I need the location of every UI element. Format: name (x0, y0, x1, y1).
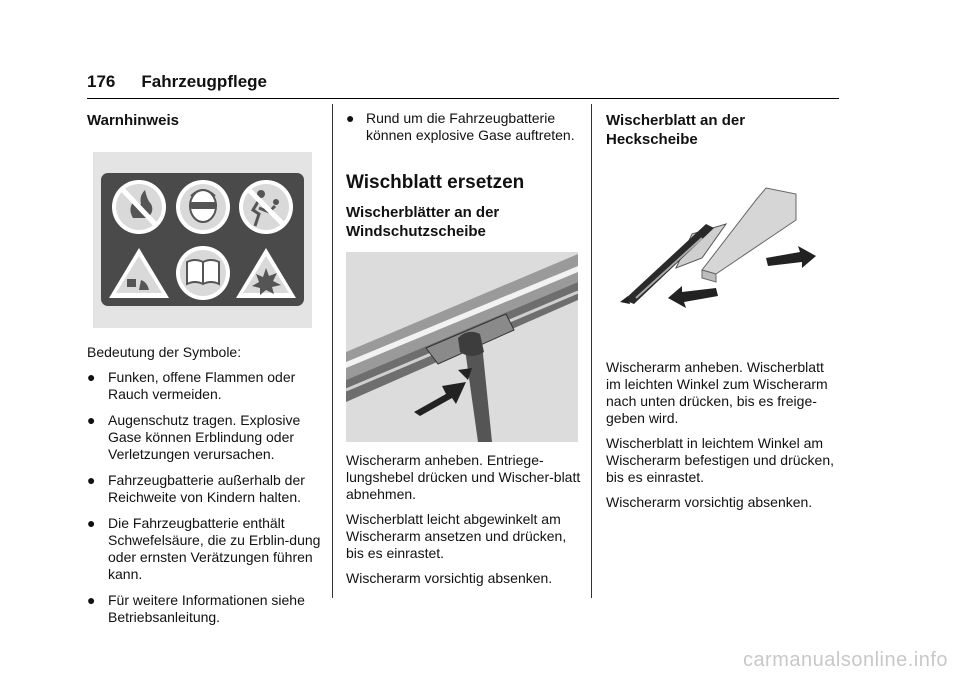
header-rule (87, 98, 839, 99)
paragraph: Wischerarm anheben. Wischerblatt im leichten Winkel zum Wischerarm nach unten drücken, bis es freige-geben wird. (606, 359, 828, 426)
rear-wiper-instructions (606, 359, 842, 519)
windshield-wiper-instructions (346, 452, 582, 595)
paragraph: Wischerblatt leicht abgewinkelt am Wischerarm ansetzen und drücken, bis es einrastet. (346, 511, 567, 561)
column-divider-1 (332, 104, 333, 598)
chapter-title: Fahrzeugpflege (141, 72, 267, 91)
gas-warning-bullet-block (346, 110, 578, 153)
bullet-dot: ● (346, 110, 355, 126)
list-item: ● Für weitere Informationen siehe Betriebsanleitung. (87, 592, 305, 625)
rear-wiper-heading: Wischerblatt an der Heckscheibe (606, 112, 746, 148)
watermark: carmanualsonline.info (742, 649, 948, 671)
windshield-wiper-figure (346, 252, 578, 442)
bullet-dot: ● (87, 592, 96, 608)
eye-protection-icon (176, 180, 230, 234)
list-item: ● Fahrzeugbatterie außerhalb der Reichweite von Kindern halten. (87, 472, 305, 505)
symbols-intro: Bedeutung der Symbole: (87, 344, 242, 360)
list-item: ● Funken, offene Flammen oder Rauch vermeiden. (87, 369, 296, 402)
keep-away-children-icon (239, 180, 293, 234)
wiper-blade-illustration (346, 252, 578, 442)
list-item: ● Rund um die Fahrzeugbatterie können explosive Gase auftreten. (346, 110, 575, 143)
column-divider-2 (591, 104, 592, 598)
read-manual-icon (176, 246, 230, 300)
arrow-right-icon (766, 246, 816, 268)
section-title: Wischblatt ersetzen (346, 172, 525, 193)
list-item: ● Die Fahrzeugbatterie enthält Schwefelsäure, die zu Erblin-dung oder ernsten Verätzungen führen kann. (87, 515, 321, 582)
paragraph: Wischerarm vorsichtig absenken. (346, 570, 553, 586)
paragraph: Wischerarm vorsichtig absenken. (606, 494, 813, 510)
rear-wiper-figure (606, 180, 838, 316)
bullet-dot: ● (87, 515, 96, 531)
page-header (87, 72, 267, 92)
bullet-dot: ● (87, 472, 96, 488)
list-item: ● Augenschutz tragen. Explosive Gase können Erblindung oder Verletzungen verursachen. (87, 412, 301, 462)
warning-heading: Warnhinweis (87, 112, 179, 129)
windshield-wiper-heading: Wischerblätter an der Windschutzscheibe (346, 204, 500, 240)
page-number: 176 (87, 72, 116, 91)
bullet-dot: ● (87, 369, 96, 385)
warning-symbols-sign (93, 152, 312, 328)
paragraph: Wischerarm anheben. Entriege-lungshebel drücken und Wischer-blatt abnehmen. (346, 452, 581, 502)
rear-wiper-illustration (606, 180, 838, 316)
warning-symbols-figure (93, 152, 312, 328)
arrow-left-icon (668, 286, 718, 308)
warning-text (87, 344, 327, 635)
no-fire-icon (112, 180, 166, 234)
bullet-dot: ● (87, 412, 96, 428)
paragraph: Wischerblatt in leichtem Winkel am Wischerarm befestigen und drücken, bis es einrastet. (606, 435, 834, 485)
